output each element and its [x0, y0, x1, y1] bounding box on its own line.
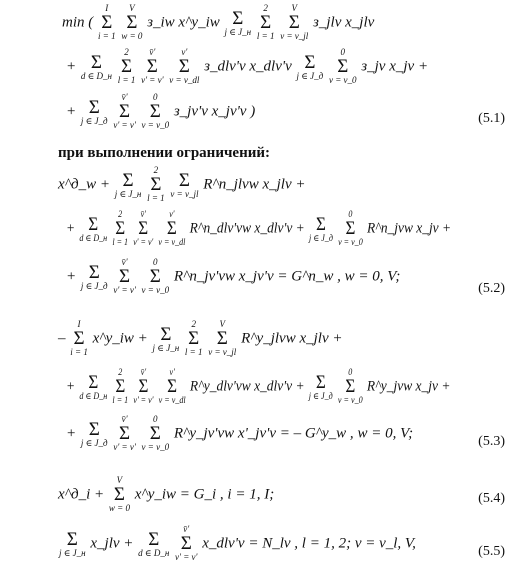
sum-operator — [153, 325, 180, 353]
plus-sign: + — [66, 425, 77, 442]
sigma-symbol: Σ — [178, 169, 190, 191]
sum-lower-limit: d ∈ D_н — [79, 232, 108, 243]
sum-lower-limit: v = v_0 — [141, 120, 170, 131]
sigma-symbol: Σ — [260, 12, 272, 34]
eq-5-1-line-1 — [62, 4, 374, 42]
sum-operator — [338, 368, 363, 406]
sum-operator — [170, 171, 198, 199]
eq-5-1-line-2 — [66, 48, 428, 86]
sum-operator — [112, 210, 128, 248]
sum-operator — [297, 53, 324, 81]
sigma-symbol: Σ — [121, 56, 133, 78]
sigma-symbol: Σ — [90, 51, 102, 73]
constraint-term: R^y_jlvw x_jlv + — [241, 330, 343, 347]
sum-upper-limit: v' — [181, 47, 188, 57]
sum-operator — [98, 4, 116, 42]
sigma-symbol: Σ — [88, 418, 100, 440]
constraint-term: x_jlv + — [90, 535, 134, 552]
sum-operator — [329, 48, 357, 86]
sum-upper-limit: 0 — [340, 47, 345, 57]
constraint-term: x^y_iw = G_i , — [134, 486, 224, 503]
sum-lower-limit: l = 1 — [184, 347, 203, 358]
sum-lower-limit: i = 1 — [70, 347, 88, 358]
sum-lower-limit: j ∈ J_н — [59, 547, 86, 558]
sigma-symbol: Σ — [73, 328, 85, 350]
sum-operator — [225, 9, 252, 37]
sum-lower-limit: d ∈ D_н — [79, 390, 108, 401]
sum-lower-limit: d ∈ D_н — [80, 70, 113, 81]
sum-operator — [113, 415, 135, 453]
sum-lower-limit: j ∈ J_д — [296, 70, 324, 81]
plus-sign: + — [417, 58, 429, 75]
sigma-symbol: Σ — [138, 218, 149, 240]
sigma-symbol: Σ — [113, 484, 125, 506]
sigma-symbol: Σ — [146, 56, 158, 78]
sum-lower-limit: l = 1 — [256, 31, 275, 42]
plus-sign: + — [66, 58, 77, 75]
sum-upper-limit: 2 — [153, 165, 159, 175]
sum-lower-limit: j ∈ J_н — [224, 26, 252, 37]
sum-operator — [185, 320, 203, 358]
sum-upper-limit: V — [219, 319, 226, 329]
sum-lower-limit: v = v_0 — [141, 442, 170, 453]
sum-lower-limit: j ∈ J_д — [308, 390, 333, 401]
sum-lower-limit: j ∈ J_н — [114, 188, 142, 199]
index-range: w = 0, V; — [344, 268, 401, 285]
sum-operator — [159, 368, 186, 406]
sum-lower-limit: i = 1 — [98, 31, 116, 42]
sigma-symbol: Σ — [232, 7, 244, 29]
sum-lower-limit: l = 1 — [112, 237, 129, 248]
sigma-symbol: Σ — [88, 213, 99, 235]
equation-number: (5.1) — [478, 111, 505, 126]
sum-operator — [113, 93, 135, 131]
sum-upper-limit: 2 — [118, 367, 123, 377]
sigma-symbol: Σ — [178, 56, 190, 78]
sum-lower-limit: v' = v' — [133, 237, 154, 248]
sigma-symbol: Σ — [180, 533, 192, 555]
sum-lower-limit: v' = v' — [113, 285, 136, 296]
sum-upper-limit: v̄' — [121, 414, 128, 424]
sigma-symbol: Σ — [304, 51, 316, 73]
sigma-symbol: Σ — [345, 376, 356, 398]
sum-lower-limit: v = v_jl — [280, 31, 309, 42]
sum-upper-limit: V — [291, 3, 297, 13]
sigma-symbol: Σ — [66, 528, 78, 550]
sum-upper-limit: 0 — [153, 414, 158, 424]
constraint-term: R^y_jvw x_jv + — [366, 378, 451, 395]
sum-upper-limit: v̄' — [149, 47, 156, 57]
sum-upper-limit: 2 — [191, 319, 196, 329]
constraint-term: x^y_iw + — [92, 330, 148, 347]
sum-upper-limit: 0 — [153, 257, 158, 267]
sum-lower-limit: v = v_0 — [337, 395, 363, 406]
sigma-symbol: Σ — [122, 169, 134, 191]
constraint-term: R^п_dlv'vw x_dlv'v + — [189, 220, 305, 237]
sigma-symbol: Σ — [88, 371, 99, 393]
constraint-term: R^y_jv'vw x'_jv'v = – G^y_w , — [173, 425, 354, 442]
eq-5-1-line-3 — [66, 93, 255, 131]
sum-operator — [138, 530, 169, 558]
sum-operator — [115, 171, 142, 199]
minus-sign: – — [58, 330, 66, 347]
constraint-term: R^y_dlv'vw x_dlv'v + — [189, 378, 305, 395]
sum-operator — [169, 48, 199, 86]
sigma-symbol: Σ — [149, 423, 161, 445]
eq-5-3-line-3 — [66, 415, 413, 453]
sum-operator — [257, 4, 275, 42]
constraint-term: x_dlv'v = N_lv , — [202, 535, 299, 552]
sum-lower-limit: v = v_jl — [170, 188, 199, 199]
sigma-symbol: Σ — [337, 56, 349, 78]
sigma-symbol: Σ — [88, 261, 100, 283]
sum-lower-limit: v = v_0 — [338, 237, 363, 248]
sum-upper-limit: V — [129, 3, 135, 13]
sum-lower-limit: j ∈ J_д — [80, 437, 108, 448]
sum-upper-limit: 0 — [153, 92, 158, 102]
sum-operator — [142, 93, 170, 131]
sigma-symbol: Σ — [288, 12, 300, 34]
sum-lower-limit: l = 1 — [117, 75, 136, 86]
sigma-symbol: Σ — [160, 323, 172, 345]
sigma-symbol: Σ — [101, 12, 113, 34]
sum-operator — [81, 263, 108, 291]
index-range: i = 1, I; — [227, 486, 275, 503]
sigma-symbol: Σ — [119, 101, 131, 123]
equation-number: (5.5) — [478, 544, 505, 559]
sigma-symbol: Σ — [149, 266, 161, 288]
sum-operator — [309, 215, 333, 243]
plus-sign: + — [66, 268, 77, 285]
sum-lower-limit: w = 0 — [121, 31, 143, 42]
eq-5-2-line-1 — [58, 166, 306, 204]
constraint-term: R^п_jvw x_jv + — [366, 220, 452, 237]
sum-operator — [309, 373, 333, 401]
sum-operator — [158, 210, 185, 248]
cost-term: з_jv x_jv — [361, 58, 415, 75]
sum-lower-limit: v' = v' — [175, 552, 198, 563]
sigma-symbol: Σ — [166, 218, 177, 240]
sum-lower-limit: l = 1 — [147, 193, 165, 204]
sigma-symbol: Σ — [115, 376, 126, 398]
sum-upper-limit: v̄' — [121, 92, 128, 102]
eq-5-5 — [58, 525, 416, 563]
sum-operator — [147, 166, 165, 204]
cost-term: з_dlv'v x_dlv'v — [204, 58, 292, 75]
eq-5-3-line-2 — [66, 368, 450, 406]
sum-lower-limit: v' = v' — [133, 395, 154, 406]
sum-upper-limit: I — [77, 319, 81, 329]
sum-lower-limit: v' = v' — [141, 75, 164, 86]
sum-operator — [81, 420, 108, 448]
sum-lower-limit: v = v_jl — [208, 347, 237, 358]
plus-sign: + — [66, 220, 76, 237]
sigma-symbol: Σ — [345, 218, 356, 240]
cost-term: з_iw x^y_iw — [147, 14, 220, 31]
sigma-symbol: Σ — [115, 218, 126, 240]
sum-lower-limit: v = v_dl — [158, 237, 186, 248]
sum-lower-limit: v = v_dl — [158, 395, 186, 406]
sum-upper-limit: v̄' — [140, 367, 147, 377]
sigma-symbol: Σ — [138, 376, 149, 398]
sum-operator — [208, 320, 236, 358]
sum-upper-limit: v̄' — [140, 209, 146, 219]
index-range: w = 0, V; — [357, 425, 414, 442]
sum-lower-limit: v' = v' — [113, 120, 136, 131]
sum-lower-limit: j ∈ J_д — [80, 280, 108, 291]
equation-number: (5.2) — [478, 281, 505, 296]
sigma-symbol: Σ — [150, 174, 162, 196]
equation-number: (5.3) — [478, 434, 505, 449]
sum-lower-limit: v = v_dl — [169, 75, 200, 86]
sum-upper-limit: v̄' — [183, 524, 190, 534]
eq-5-2-line-2 — [66, 210, 451, 248]
sigma-symbol: Σ — [126, 12, 138, 34]
sum-operator — [133, 210, 153, 248]
sum-operator — [113, 258, 135, 296]
sum-upper-limit: 0 — [348, 209, 353, 219]
eq-5-3-line-1 — [58, 320, 342, 358]
sigma-symbol: Σ — [119, 423, 131, 445]
sum-lower-limit: l = 1 — [112, 395, 129, 406]
sigma-symbol: Σ — [216, 328, 228, 350]
sum-upper-limit: v̄' — [121, 257, 128, 267]
sum-operator — [175, 525, 197, 563]
sum-operator — [118, 48, 136, 86]
sum-upper-limit: 0 — [348, 367, 353, 377]
sum-upper-limit: 2 — [263, 3, 268, 13]
sum-operator — [142, 258, 170, 296]
cost-term: з_jv'v x_jv'v ) — [173, 103, 256, 120]
sum-operator — [81, 98, 108, 126]
cost-term: з_jlv x_jlv — [313, 14, 375, 31]
sum-lower-limit: w = 0 — [108, 503, 130, 514]
sigma-symbol: Σ — [149, 101, 161, 123]
sum-lower-limit: d ∈ D_н — [138, 547, 170, 558]
sum-operator — [338, 210, 363, 248]
sum-lower-limit: j ∈ J_н — [152, 342, 180, 353]
sum-upper-limit: V — [116, 475, 123, 485]
sigma-symbol: Σ — [119, 266, 131, 288]
sum-operator — [112, 368, 128, 406]
sum-operator — [79, 373, 107, 401]
sum-operator — [81, 53, 112, 81]
sum-lower-limit: v = v_0 — [328, 75, 357, 86]
sum-upper-limit: v' — [169, 209, 175, 219]
sum-lower-limit: j ∈ J_д — [309, 232, 333, 243]
sum-lower-limit: v = v_0 — [141, 285, 170, 296]
sigma-symbol: Σ — [167, 376, 178, 398]
lead-term: x^д_i + — [58, 486, 105, 503]
lead-term: x^д_w + — [58, 176, 110, 193]
min-operator: min ( — [62, 14, 94, 31]
sum-operator — [133, 368, 153, 406]
sum-upper-limit: I — [105, 3, 109, 13]
plus-sign: + — [66, 103, 77, 120]
sum-operator — [142, 415, 170, 453]
sum-operator — [121, 4, 142, 42]
constraint-term: R^п_jv'vw x_jv'v = G^п_w , — [173, 268, 341, 285]
index-range: v = v_l, V, — [354, 535, 416, 552]
constraint-term: R^п_jlvw x_jlv + — [203, 176, 306, 193]
sigma-symbol: Σ — [316, 213, 326, 235]
sum-operator — [280, 4, 308, 42]
eq-5-2-line-3 — [66, 258, 400, 296]
sum-operator — [141, 48, 163, 86]
sum-lower-limit: v' = v' — [113, 442, 136, 453]
index-range: l = 1, 2; — [301, 535, 352, 552]
sigma-symbol: Σ — [315, 371, 326, 393]
plus-sign: + — [66, 378, 76, 395]
sum-upper-limit: v' — [169, 367, 175, 377]
constraints-intro: при выполнении ограничений: — [58, 145, 271, 161]
sigma-symbol: Σ — [148, 528, 160, 550]
sigma-symbol: Σ — [188, 328, 200, 350]
sum-operator — [59, 530, 86, 558]
sum-operator — [109, 476, 130, 514]
sum-operator — [79, 215, 107, 243]
eq-5-4 — [58, 476, 274, 514]
sum-operator — [70, 320, 88, 358]
sum-upper-limit: 2 — [118, 209, 123, 219]
sum-upper-limit: 2 — [124, 47, 129, 57]
sigma-symbol: Σ — [88, 96, 100, 118]
equation-number: (5.4) — [478, 491, 505, 506]
sum-lower-limit: j ∈ J_д — [80, 115, 108, 126]
